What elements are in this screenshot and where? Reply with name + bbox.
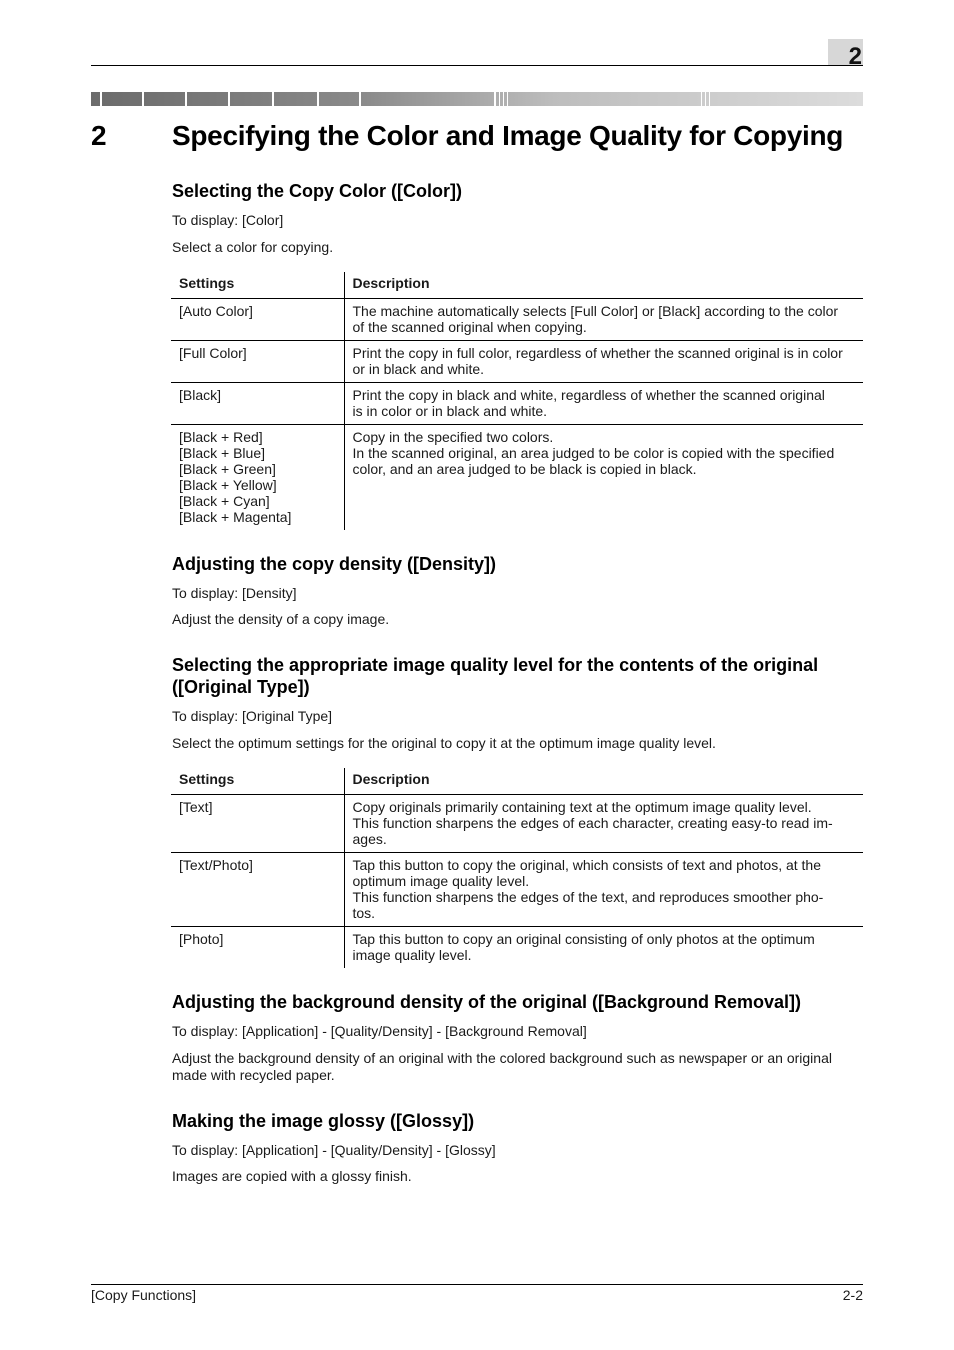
setting-cell [171,299,344,341]
section-heading-background: Adjusting the background density of the original ([Background Removal]) [172,992,802,1012]
description-cell [344,425,863,531]
description-text: Copy originals primarily containing text at the optimum image quality level. [352,799,812,815]
chapter-badge-number: 2 [848,43,862,70]
description-text: of the scanned original when copying. [352,319,587,335]
description-cell [344,383,863,425]
description-cell [344,341,863,383]
section-text-background [172,1050,832,1083]
description-text: In the scanned original, an area judged to be color is copied with the specified [352,445,835,461]
setting-label: [Black + Cyan] [179,493,270,509]
setting-cell [171,383,344,425]
footer-page-number: 2-2 [842,1287,863,1303]
chapter-badge [828,39,863,70]
description-text: Copy in the specified two colors. [352,429,554,445]
section-text-original-type: Select the optimum settings for the original to copy it at the optimum image quality level. [172,735,716,751]
table-header-settings: Settings [171,768,344,795]
description-cell [344,299,863,341]
setting-label: [Photo] [179,931,224,947]
table-row [171,927,863,969]
description-text: ages. [352,831,387,847]
description-text: Tap this button to copy an original consisting of only photos at the optimum [352,931,815,947]
table-row [171,795,863,853]
description-text: or in black and white. [352,361,485,377]
footer-rule [91,1284,863,1285]
setting-label: [Black] [179,387,222,403]
table-row [171,425,863,531]
text-line-1: Adjust the background density of an original with the colored background such as newspaper or an original [172,1050,832,1066]
setting-label: [Black + Green] [179,461,276,477]
table-row [171,853,863,927]
description-text: This function sharpens the edges of the text, and reproduces smoother pho- [352,889,824,905]
description-text: tos. [352,905,376,921]
section-heading-glossy: Making the image glossy ([Glossy]) [172,1111,475,1131]
section-heading-density: Adjusting the copy density ([Density]) [172,554,497,574]
description-text: optimum image quality level. [352,873,530,889]
chapter-title: Specifying the Color and Image Quality for Copying [172,120,844,151]
chapter-number: 2 [91,120,107,151]
footer-manual-name: [Copy Functions] [91,1287,197,1303]
table-row [171,299,863,341]
header-rule [91,65,863,66]
heading-line-2: ([Original Type]) [172,677,310,697]
setting-label: [Black + Red] [179,429,263,445]
heading-line-1: Selecting the appropriate image quality level for the contents of the original [172,655,819,675]
setting-label: [Auto Color] [179,303,253,319]
display-path-glossy: To display: [Application] - [Quality/Density] - [Glossy] [172,1142,496,1158]
setting-label: [Black + Magenta] [179,509,292,525]
description-text: color, and an area judged to be black is copied in black. [352,461,697,477]
table-header-settings: Settings [171,272,344,299]
table-row [171,341,863,383]
setting-label: [Full Color] [179,345,247,361]
color-table-body [171,299,863,531]
table-row [171,383,863,425]
original-type-table-body [171,795,863,969]
decorative-stripe-bar [91,92,863,106]
setting-label: [Black + Yellow] [179,477,277,493]
description-cell [344,853,863,927]
setting-cell [171,795,344,853]
text-line-2: made with recycled paper. [172,1067,335,1083]
description-text: The machine automatically selects [Full Color] or [Black] according to the color [352,303,839,319]
display-path-color: To display: [Color] [172,212,284,228]
description-cell [344,795,863,853]
description-text: Print the copy in full color, regardless of whether the scanned original is in color [352,345,843,361]
original-type-settings-table [171,768,863,968]
description-cell [344,927,863,969]
setting-label: [Black + Blue] [179,445,265,461]
description-text: Tap this button to copy the original, which consists of text and photos, at the [352,857,822,873]
setting-cell [171,927,344,969]
display-path-density: To display: [Density] [172,585,297,601]
setting-cell [171,425,344,531]
setting-label: [Text/Photo] [179,857,253,873]
section-heading-original-type [172,654,818,698]
section-text-glossy: Images are copied with a glossy finish. [172,1168,412,1184]
display-path-background: To display: [Application] - [Quality/Density] - [Background Removal] [172,1023,587,1039]
setting-cell [171,341,344,383]
description-text: Print the copy in black and white, regardless of whether the scanned original [352,387,825,403]
section-text-color: Select a color for copying. [172,239,334,255]
table-header-description: Description [344,768,863,795]
description-text: image quality level. [352,947,472,963]
table-header-description: Description [344,272,863,299]
description-text: This function sharpens the edges of each character, creating easy-to read im- [352,815,833,831]
setting-label: [Text] [179,799,213,815]
section-heading-color: Selecting the Copy Color ([Color]) [172,181,462,201]
color-settings-table [171,272,863,530]
description-text: is in color or in black and white. [352,403,548,419]
section-text-density: Adjust the density of a copy image. [172,611,390,627]
display-path-original-type: To display: [Original Type] [172,708,333,724]
setting-cell [171,853,344,927]
